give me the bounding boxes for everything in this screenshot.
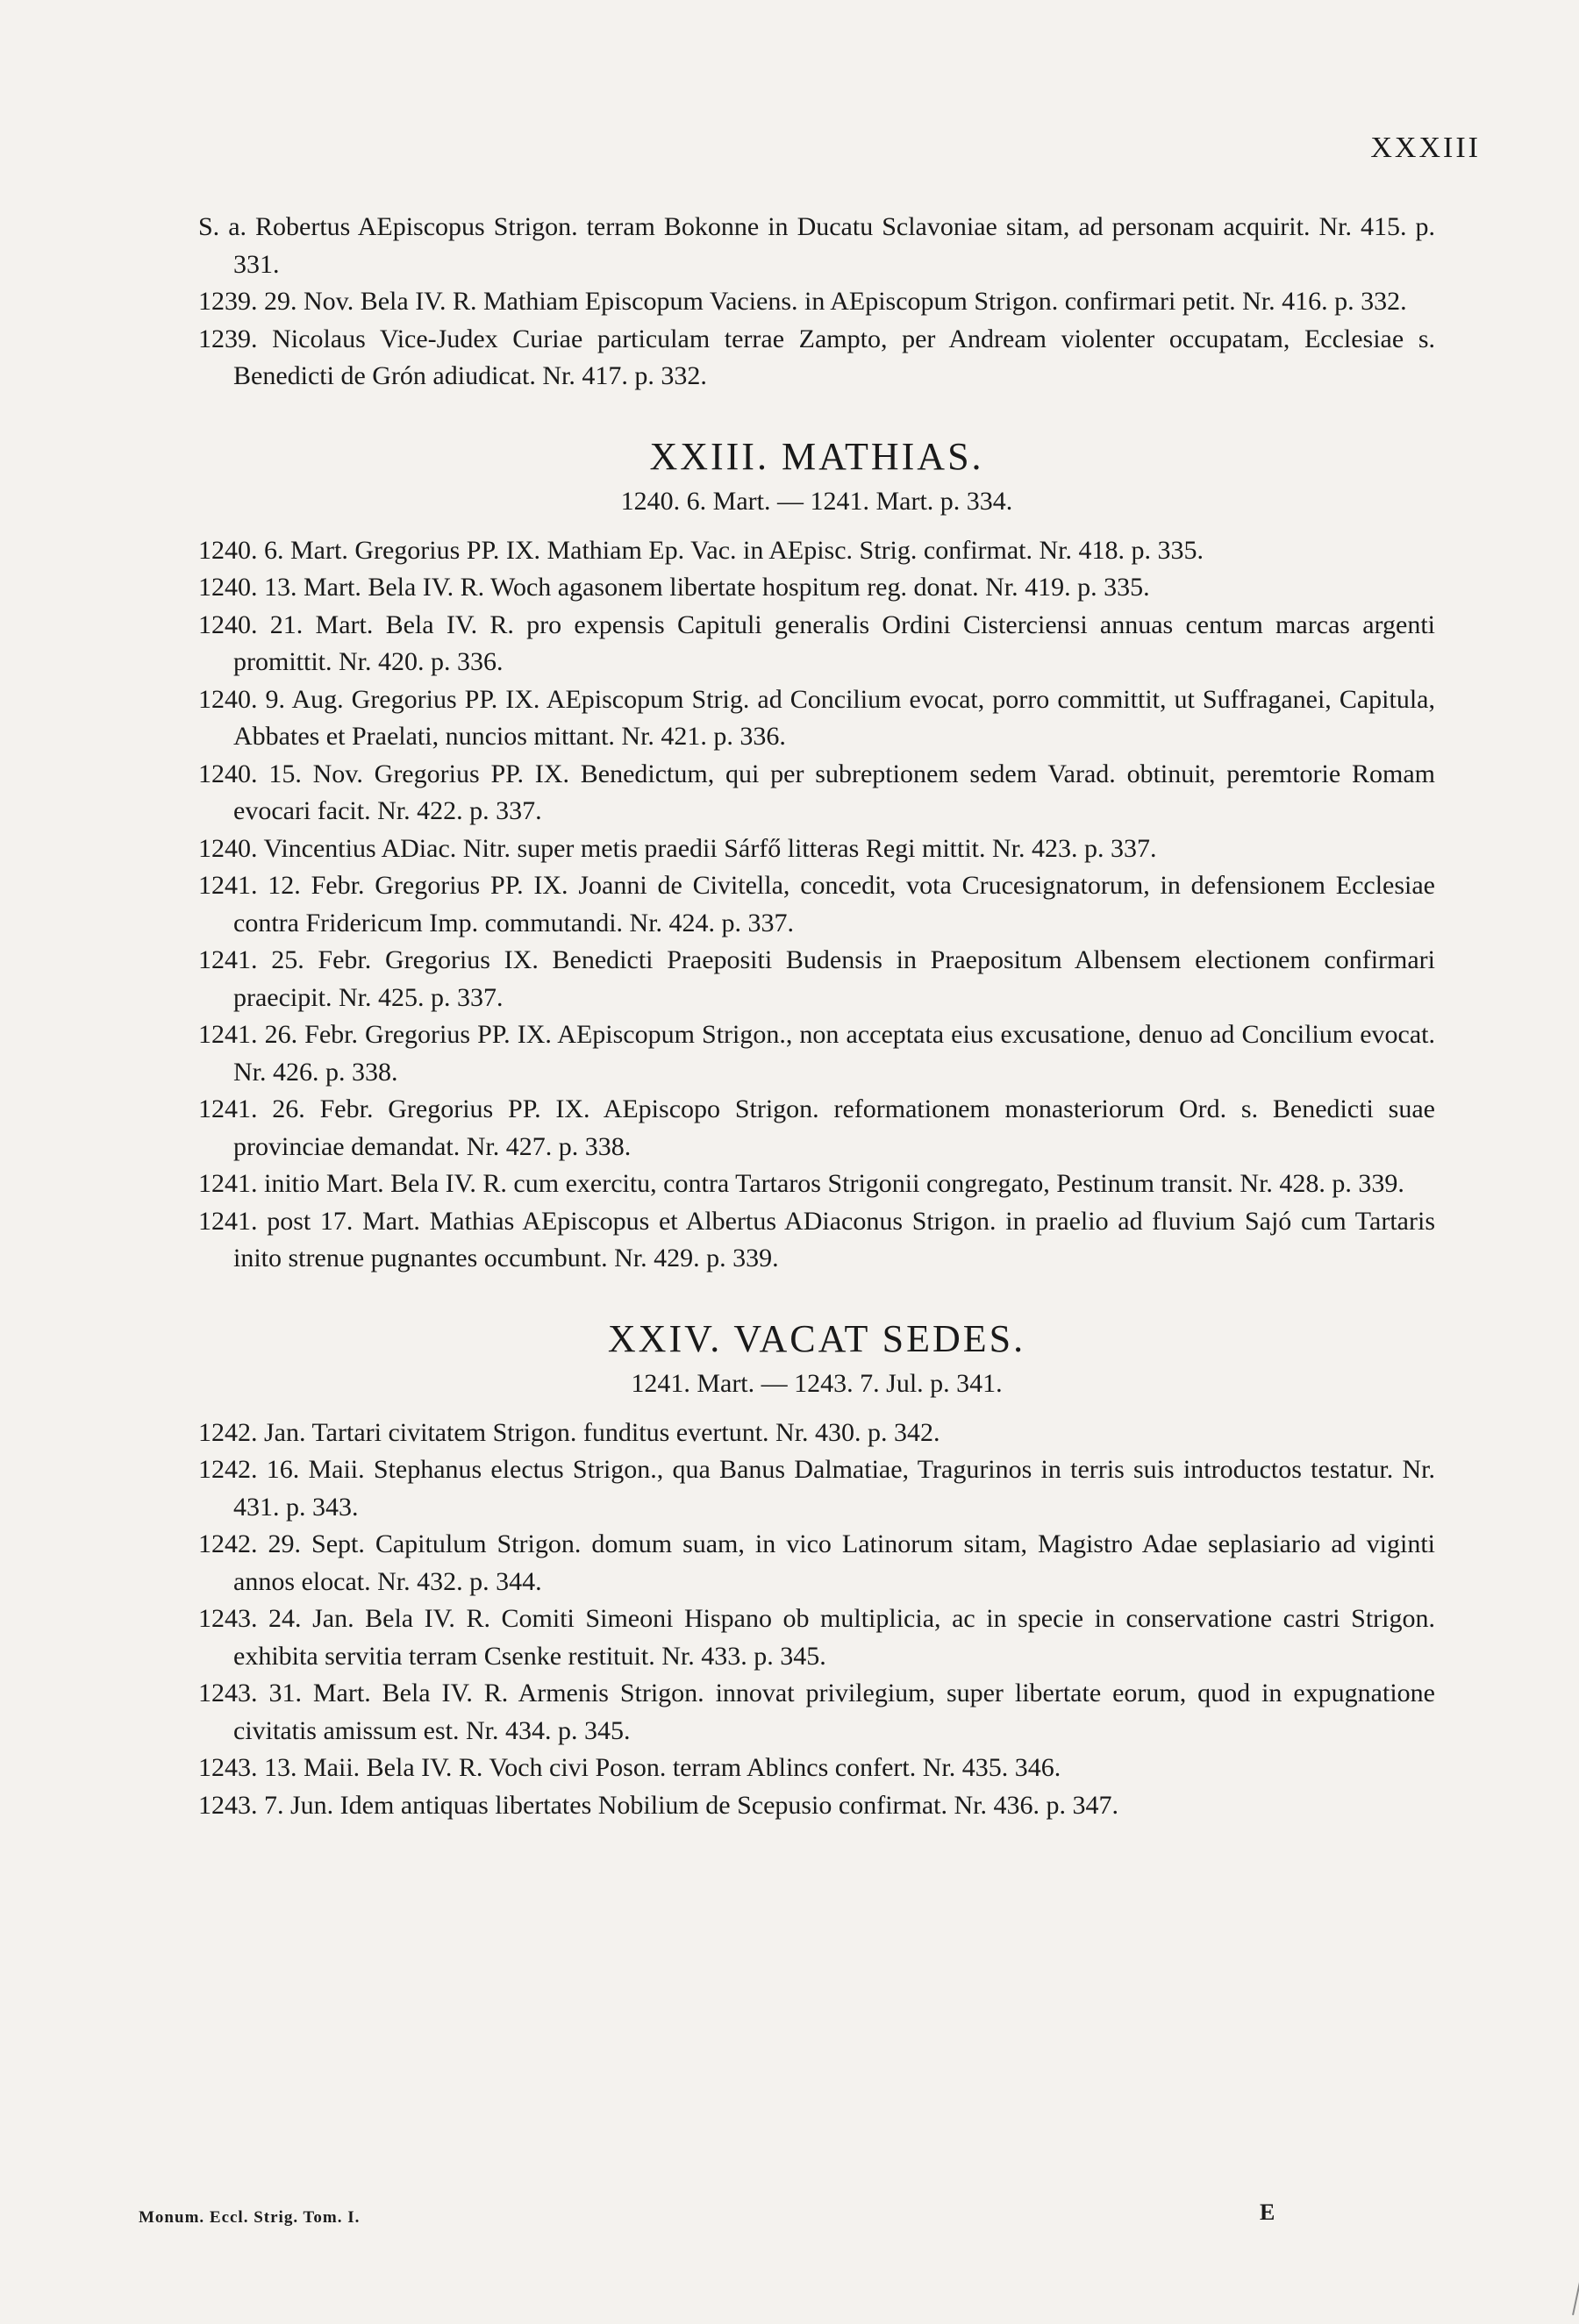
entry: 1240. 21. Mart. Bela IV. R. pro expensis Capituli generalis Ordini Cisterciensi annuas centum marcas argenti promittit. Nr. 420. p. 336.: [198, 610, 1435, 676]
entry: 1243. 7. Jun. Idem antiquas libertates Nobilium de Scepusio confirmat. Nr. 436. p. 347.: [198, 1790, 1119, 1820]
section-title: XXIV. VACAT SEDES.: [607, 1316, 1026, 1360]
section-entries-vacat-sedes: [198, 1415, 1435, 1825]
footer-signature-line: Monum. Eccl. Strig. Tom. I.: [139, 2208, 361, 2227]
entry: 1239. 29. Nov. Bela IV. R. Mathiam Episcopum Vaciens. in AEpiscopum Strigon. confirmari petit. Nr. 416. p. 332.: [198, 287, 1407, 316]
entry: S. a. Robertus AEpiscopus Strigon. terram Bokonne in Ducatu Sclavoniae sitam, ad personam acquirit. Nr. 415. p. 331.: [198, 212, 1435, 279]
entry: 1240. 15. Nov. Gregorius PP. IX. Benedictum, qui per subreptionem sedem Varad. obtinuit, peremtorie Romam evocari facit. Nr. 422. p. 337.: [198, 759, 1435, 825]
section-title: XXIII. MATHIAS.: [649, 434, 984, 478]
entry: 1240. 9. Aug. Gregorius PP. IX. AEpiscopum Strig. ad Concilium evocat, porro committit, ut Suffraganei, Capitula, Abbates et Praelati, nuncios mittant. Nr. 421. p. 336.: [198, 684, 1435, 751]
entry: 1240. Vincentius ADiac. Nitr. super metis praedii Sárfő litteras Regi mittit. Nr. 423. p. 337.: [198, 833, 1157, 863]
section-date-range: 1241. Mart. — 1243. 7. Jul. p. 341.: [631, 1368, 1003, 1398]
main-text: [198, 209, 1435, 1824]
entry: 1239. Nicolaus Vice-Judex Curiae particulam terrae Zampto, per Andream violenter occupatam, Ecclesiae s. Benedicti de Grón adiudicat. Nr. 417. p. 332.: [198, 324, 1435, 390]
entry: 1241. 25. Febr. Gregorius IX. Benedicti Praepositi Budensis in Praepositum Albensem electionem confirmari praecipit. Nr. 425. p. 337.: [198, 945, 1435, 1012]
entry: 1243. 13. Maii. Bela IV. R. Voch civi Poson. terram Ablincs confert. Nr. 435. 346.: [198, 1753, 1061, 1782]
section-entries-mathias: [198, 532, 1435, 1278]
entry: 1240. 6. Mart. Gregorius PP. IX. Mathiam Ep. Vac. in AEpisc. Strig. confirmat. Nr. 418. p. 335.: [198, 535, 1204, 565]
running-head: XXXIII: [1370, 132, 1481, 164]
section-heading-mathias: [198, 431, 1435, 520]
entry: 1241. 12. Febr. Gregorius PP. IX. Joanni de Civitella, concedit, vota Crucesignatorum, in defensionem Ecclesiae contra Fridericum Imp. commutandi. Nr. 424. p. 337.: [198, 871, 1435, 937]
entry: 1241. post 17. Mart. Mathias AEpiscopus et Albertus ADiaconus Strigon. in praelio ad fluvium Sajó cum Tartaris inito strenue pugnantes occumbunt. Nr. 429. p. 339.: [198, 1206, 1435, 1272]
pre-entries: [198, 209, 1435, 396]
footer-signature-mark: E: [1260, 2199, 1275, 2225]
entry: 1241. initio Mart. Bela IV. R. cum exercitu, contra Tartaros Strigonii congregato, Pestinum transit. Nr. 428. p. 339.: [198, 1169, 1404, 1198]
entry: 1242. Jan. Tartari civitatem Strigon. funditus evertunt. Nr. 430. p. 342.: [198, 1417, 940, 1447]
entry: 1242. 29. Sept. Capitulum Strigon. domum suam, in vico Latinorum sitam, Magistro Adae seplasiario ad viginti annos elocat. Nr. 432. p. 344.: [198, 1529, 1435, 1596]
entry: 1243. 31. Mart. Bela IV. R. Armenis Strigon. innovat privilegium, super libertate eorum, quod in expugnatione civitatis amissum est. Nr. 434. p. 345.: [198, 1679, 1435, 1745]
entry: 1241. 26. Febr. Gregorius PP. IX. AEpiscopum Strigon., non acceptata eius excusatione, denuo ad Concilium evocat. Nr. 426. p. 338.: [198, 1020, 1435, 1087]
page-edge-line: [1572, 2126, 1579, 2315]
entry: 1241. 26. Febr. Gregorius PP. IX. AEpiscopo Strigon. reformationem monasteriorum Ord. s. Benedicti suae provinciae demandat. Nr. 427. p. 338.: [198, 1094, 1435, 1161]
entry: 1242. 16. Maii. Stephanus electus Strigon., qua Banus Dalmatiae, Tragurinos in terris suis introductos testatur. Nr. 431. p. 343.: [198, 1455, 1435, 1522]
entry: 1243. 24. Jan. Bela IV. R. Comiti Simeoni Hispano ob multiplicia, ac in specie in conservatione castri Strigon. exhibita servitia terram Csenke restituit. Nr. 433. p. 345.: [198, 1604, 1435, 1671]
section-heading-vacat-sedes: [198, 1313, 1435, 1402]
entry: 1240. 13. Mart. Bela IV. R. Woch agasonem libertate hospitum reg. donat. Nr. 419. p. 335.: [198, 573, 1150, 602]
section-date-range: 1240. 6. Mart. — 1241. Mart. p. 334.: [620, 486, 1013, 516]
